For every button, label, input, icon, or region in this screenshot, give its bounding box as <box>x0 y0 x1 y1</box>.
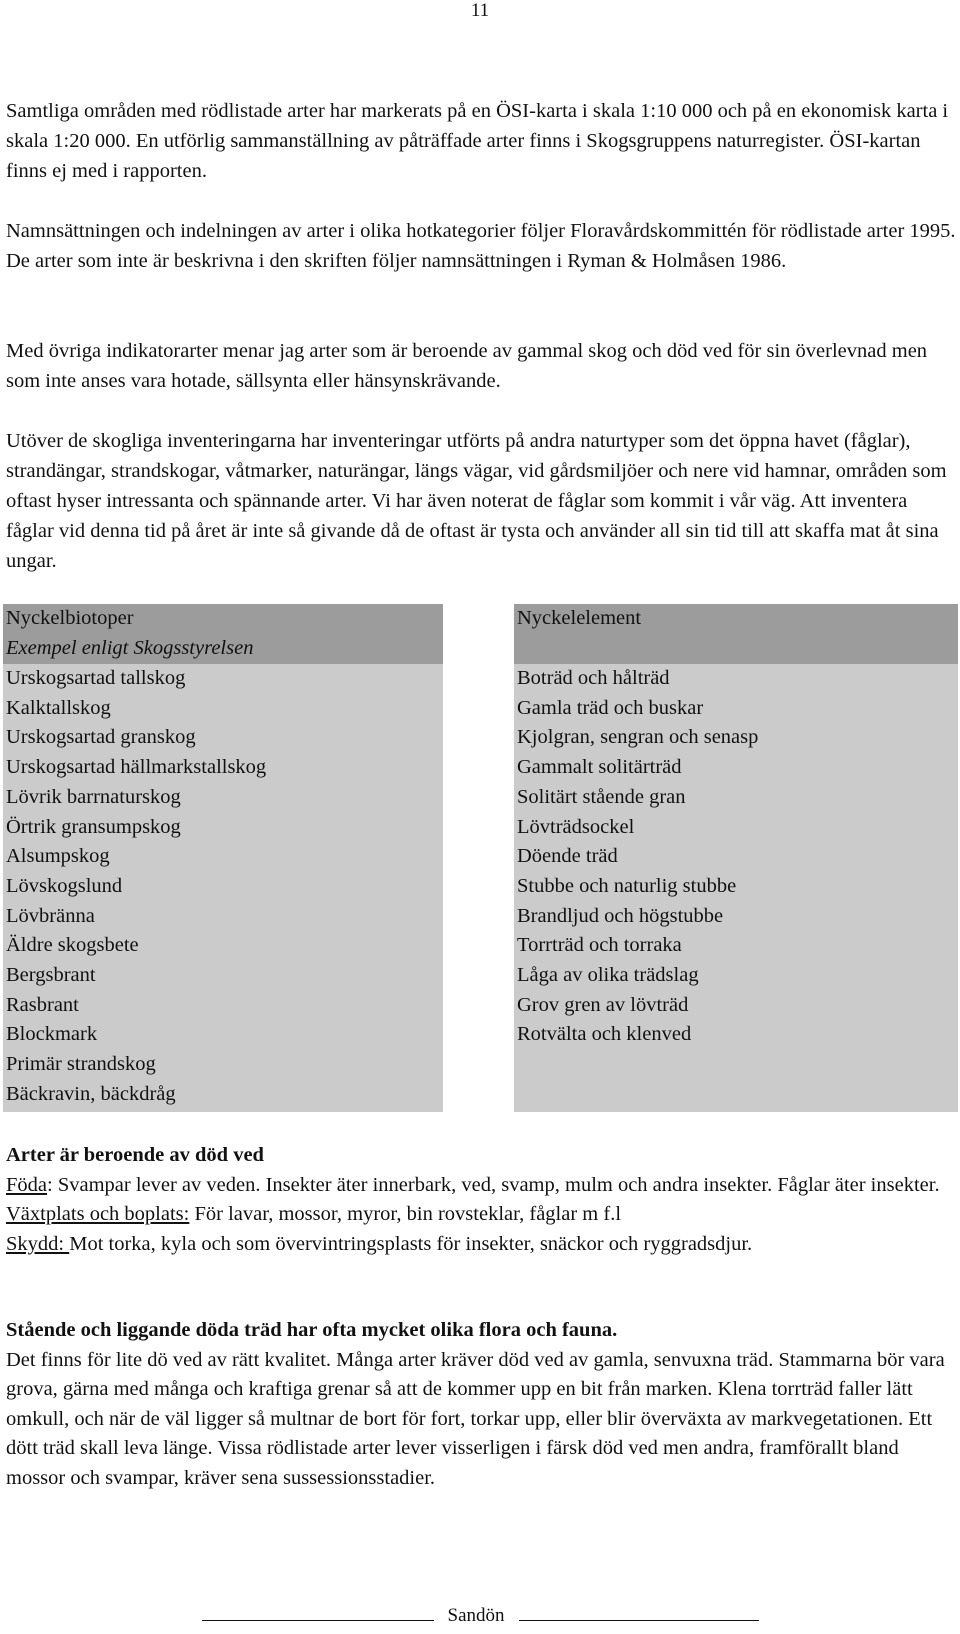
paragraph-indicator-species: Med övriga indikatorarter menar jag arter som är beroende av gammal skog och död ved för sin överlevnad men som inte anses vara hotade, sällsynta eller hänsynskrävande. <box>6 340 928 392</box>
nyckelbiotoper-header <box>3 604 443 664</box>
page-number: 11 <box>470 0 490 21</box>
list-item: Urskogsartad tallskog <box>6 667 186 689</box>
list-item: Primär strandskog <box>6 1053 156 1076</box>
list-item: Bergsbrant <box>6 964 96 987</box>
nyckelbiotoper-table <box>3 604 443 1112</box>
shelter-line <box>6 1230 956 1260</box>
page-footer <box>0 1603 960 1629</box>
list-item: Blockmark <box>6 1023 98 1046</box>
list-item: Rasbrant <box>6 993 79 1016</box>
footer-rule-left <box>202 1606 434 1621</box>
footer-label: Sandön <box>447 1605 505 1626</box>
list-item: Alsumpskog <box>6 845 110 868</box>
list-item: Lövbränna <box>6 904 95 927</box>
list-item: Låga av olika trädslag <box>517 964 699 987</box>
shelter-label: Skydd: <box>6 1232 70 1255</box>
footer-rule-right <box>519 1606 759 1621</box>
list-item: Gammalt solitärträd <box>517 756 682 779</box>
nyckelelement-list <box>514 664 958 1112</box>
list-item: Kjolgran, sengran och senasp <box>517 726 759 749</box>
standing-trees-heading: Stående och liggande döda träd har ofta mycket olika flora och fauna. <box>6 1319 618 1341</box>
habitat-label: Växtplats och boplats: <box>6 1203 190 1226</box>
standing-trees-text: Det finns för lite dö ved av rätt kvalitet. Många arter kräver död ved av gamla, senvuxna träd. Stammarna bör vara grova, gärna med många och kraftiga grenar så att de kommer upp en bit från marken. Klena torrträd faller lätt omkull, och när de väl ligger så multnar de bort för fort, torkar upp, eller blir överväxta av markvegetationen. Ett dött träd skall leva länge. Vissa rödlistade arter lever visserligen i färsk död ved men andra, framförallt bland mossor och svampar, kräver sena sussessionsstadier. <box>6 1348 945 1489</box>
nyckelbiotoper-title: Nyckelbiotoper <box>6 607 134 629</box>
dead-wood-section <box>6 1141 956 1259</box>
list-item: Brandljud och högstubbe <box>517 904 724 927</box>
dead-wood-heading: Arter är beroende av död ved <box>6 1144 264 1166</box>
list-item: Bäckravin, bäckdråg <box>6 1082 176 1105</box>
list-item: Rotvälta och klenved <box>517 1023 692 1046</box>
habitat-line <box>6 1200 956 1230</box>
list-item: Urskogsartad granskog <box>6 726 196 749</box>
nyckelbiotoper-list <box>3 664 443 1112</box>
paragraph-naming: Namnsättningen och indelningen av arter i olika hotkategorier följer Floravårdskommittén för rödlistade arter 1995. De arter som inte är beskrivna i den skriften följer namnsättningen i Ryman & Holmåsen 1986. <box>6 220 956 272</box>
food-line <box>6 1171 956 1201</box>
nyckelelement-title: Nyckelelement <box>517 607 642 629</box>
list-item: Urskogsartad hällmarkstallskog <box>6 756 267 779</box>
list-item: Solitärt stående gran <box>517 785 686 808</box>
list-item: Stubbe och naturlig stubbe <box>517 874 737 897</box>
list-item: Torrträd och torraka <box>517 934 682 957</box>
nyckelelement-table <box>514 604 958 1112</box>
list-item: Lövrik barrnaturskog <box>6 785 181 808</box>
food-text: : Svampar lever av veden. Insekter äter innerbark, ved, svamp, mulm och andra insekter. Fåglar äter insekter. <box>47 1173 940 1196</box>
list-item: Grov gren av lövträd <box>517 993 689 1016</box>
list-item: Lövskogslund <box>6 874 123 897</box>
list-item: Kalktallskog <box>6 696 111 719</box>
nyckelbiotoper-subtitle: Exempel enligt Skogsstyrelsen <box>6 636 254 659</box>
paragraph-redlist-maps: Samtliga områden med rödlistade arter har markerats på en ÖSI-karta i skala 1:10 000 och på en ekonomisk karta i skala 1:20 000. En utförlig sammanställning av påträffade arter finns i Skogsgruppens naturregister. ÖSI-kartan finns ej med i rapporten. <box>6 100 949 182</box>
standing-trees-section <box>6 1316 956 1494</box>
list-item: Lövträdsockel <box>517 815 635 838</box>
paragraph-other-inventories: Utöver de skogliga inventeringarna har inventeringar utförts på andra naturtyper som det öppna havet (fåglar), strandängar, strandskogar, våtmarker, naturängar, längs vägar, vid gårdsmiljöer och nere vid hamnar, områden som oftast hyser intressanta och spännande arter. Vi har även noterat de fåglar som kommit i vår väg. Att inventera fåglar vid denna tid på året är inte så givande då de oftast är tysta och använder all sin tid till att skaffa mat åt sina ungar. <box>6 430 947 572</box>
list-item: Äldre skogsbete <box>6 934 139 957</box>
shelter-text: Mot torka, kyla och som övervintringsplasts för insekter, snäckor och ryggradsdjur. <box>69 1232 753 1255</box>
list-item: Gamla träd och buskar <box>517 696 704 719</box>
list-item: Döende träd <box>517 845 618 868</box>
habitat-text: För lavar, mossor, myror, bin rovsteklar, fåglar m f.l <box>189 1203 622 1226</box>
food-label: Föda <box>6 1173 47 1196</box>
nyckelelement-header <box>514 604 958 664</box>
list-item: Örtrik gransumpskog <box>6 815 181 838</box>
list-item: Boträd och hålträd <box>517 667 670 689</box>
